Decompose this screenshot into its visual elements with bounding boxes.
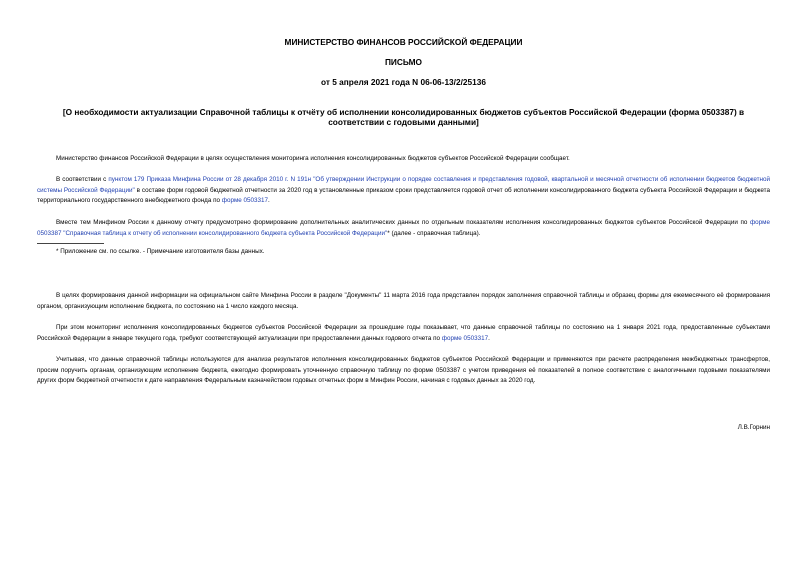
paragraph-4: В целях формирования данной информации на официальном сайте Минфина России в разделе "Документы" 11 марта 2016 года представлен порядок заполнения справочной таблицы и образец формы для ежемесячного её формирования органом, организующим исполнение бюджета, по состоянию на 1 число каждого месяца. (37, 292, 770, 310)
signature: Л.В.Горнин (737, 424, 770, 431)
order-179-link[interactable]: пунктом 179 Приказа Минфина России от 28 декабря 2010 г. N 191н "Об утверждении Инструкции о порядке составления и представления годовой, квартальной и месячной отчетности об исполнении бюджетов бюджетной системы Российской Федерации" (37, 176, 771, 194)
form-0503317-link-2[interactable]: форме 0503317 (441, 334, 489, 342)
paragraph-1: Министерство финансов Российской Федерации в целях осуществления мониторинга исполнения консолидированных бюджетов субъектов Российской Федерации сообщает. (56, 155, 570, 162)
form-0503387-link[interactable]: форме 0503387 (37, 219, 770, 237)
paragraph-5 (37, 323, 770, 344)
paragraph-2-text-1: В соответствии с (56, 176, 109, 183)
paragraph-2-text-3: . (268, 197, 270, 205)
document-date-number: от 5 апреля 2021 года N 06-06-13/2/25136 (321, 77, 486, 87)
paragraph-3 (37, 218, 770, 239)
document-type: ПИСЬМО (384, 57, 423, 67)
reference-table-link[interactable]: "Справочная таблица к отчету об исполнении консолидированного бюджета субъекта Российской Федерации" (63, 229, 388, 237)
form-0503317-link[interactable]: форме 0503317 (221, 197, 269, 205)
paragraph-2 (37, 175, 770, 207)
paragraph-5-text-1: При этом мониторинг исполнения консолидированных бюджетов субъектов Российской Федерации за прошедшие годы показывает, что данные справочной таблицы по состоянию на 1 января 2021 года, предоставленные субъектами Российской Федерации в январе текущего года, требуют соответствующей актуализации при предоставлении данных годового отчета по (37, 324, 770, 342)
footnote: * Приложение см. по ссылке. - Примечание изготовителя базы данных. (56, 248, 265, 255)
ministry-title: МИНИСТЕРСТВО ФИНАНСОВ РОССИЙСКОЙ ФЕДЕРАЦИИ (284, 37, 523, 47)
paragraph-6: Учитывая, что данные справочной таблицы используются для анализа результатов исполнения консолидированных бюджетов субъектов Российской Федерации и применяются при расчете распределения межбюджетных трансфертов, просим поручить органам, организующим исполнение бюджета, ежегодно формировать уточненную справочную таблицу по форме 0503387 с учетом приведения её показателей в полное соответствие с аналогичными годовыми показателями других форм бюджетной отчетности к дате направления Федеральным казначейством годовых отчетных форм в Минфин России, начиная с годовых данных за 2020 год. (37, 356, 770, 385)
paragraph-3-text-1: Вместе тем Минфином России к данному отчету предусмотрено формирование дополнительных аналитических данных по отдельным показателям исполнения консолидированных бюджетов субъектов Российской Федерации по (56, 219, 750, 226)
footnote-divider (37, 243, 104, 244)
document-subject: [О необходимости актуализации Справочной таблицы к отчёту об исполнении консолидированных бюджетов субъектов Российской Федерации (форма 0503387) в соответствии с годовыми данными] (62, 107, 745, 127)
paragraph-5-text-2: . (488, 334, 490, 342)
paragraph-2-text-2: в составе форм годовой бюджетной отчетности за 2020 год в установленные приказом сроки представляется годовой отчет об исполнении консолидированного бюджета субъекта Российской Федерации и бюджета территориального государственного внебюджетного фонда по (37, 186, 771, 205)
paragraph-3-text-3: * (далее - справочная таблица). (387, 229, 481, 237)
